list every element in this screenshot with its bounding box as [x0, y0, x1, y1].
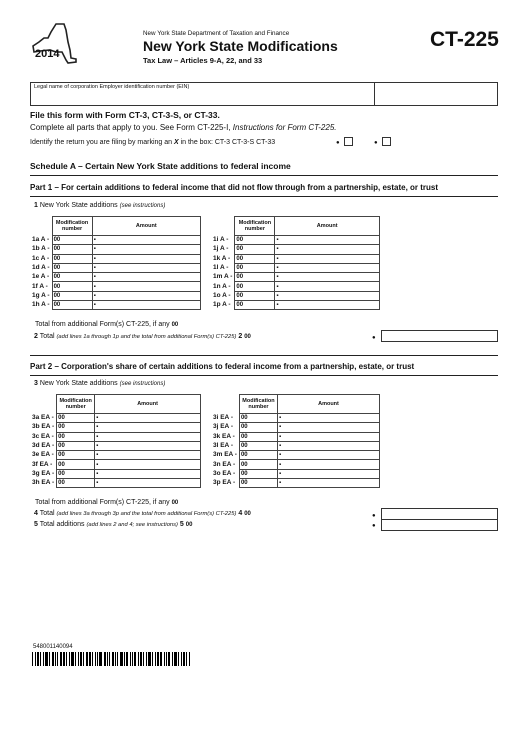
row-label: 1i A -	[213, 236, 229, 244]
table-row	[213, 263, 380, 272]
bullet-icon: ▪	[276, 255, 279, 262]
table-row	[32, 451, 201, 460]
line4-label	[34, 510, 251, 517]
bullet-icon: ▪	[96, 452, 99, 459]
form-title: New York State Modifications	[143, 38, 338, 54]
modification-number-field[interactable]	[52, 263, 92, 272]
cents-label: 00	[58, 452, 65, 459]
amount-field[interactable]	[275, 273, 380, 282]
row-label: 3c EA -	[32, 432, 54, 440]
bullet-icon: ▪	[278, 470, 282, 477]
modification-number-field[interactable]	[239, 460, 277, 469]
amount-field[interactable]	[275, 254, 380, 263]
amount-field[interactable]	[95, 469, 201, 478]
table-row	[213, 469, 380, 478]
table-row	[213, 460, 380, 469]
amount-field[interactable]	[95, 460, 201, 469]
bullet-icon: ▪	[93, 255, 96, 262]
modification-number-field[interactable]	[57, 423, 95, 432]
line1-hint: (see instructions)	[119, 203, 166, 209]
part2-right-table	[213, 394, 380, 488]
mod-number-header: Modification number	[57, 395, 95, 414]
table-row	[213, 414, 380, 423]
table-row	[32, 423, 201, 432]
legal-name-field[interactable]	[31, 91, 374, 105]
cents-label: 00	[53, 283, 61, 290]
table-row	[213, 301, 380, 310]
additional-total-text: Total from additional Form(s) CT-225, if any	[35, 499, 170, 506]
ein-field[interactable]	[375, 83, 497, 105]
amount-field[interactable]	[277, 469, 379, 478]
modification-number-field[interactable]	[239, 451, 277, 460]
cents-label: 00	[58, 461, 65, 468]
amount-field[interactable]	[95, 432, 201, 441]
row-label: 1o A -	[213, 291, 231, 299]
table-row	[213, 245, 380, 254]
modification-number-field[interactable]	[57, 469, 95, 478]
line5-amount-field[interactable]	[381, 519, 498, 531]
modification-number-field[interactable]	[57, 451, 95, 460]
modification-number-field[interactable]	[57, 460, 95, 469]
line3-text: New York State additions	[39, 380, 118, 387]
table-row	[213, 291, 380, 300]
amount-field[interactable]	[92, 301, 200, 310]
bullet-icon: ▪	[278, 452, 282, 459]
cents-label: 00	[240, 461, 248, 468]
modification-number-field[interactable]	[52, 254, 92, 263]
table-row	[213, 441, 380, 450]
table-row	[32, 282, 201, 291]
cents-label: 00	[53, 265, 61, 272]
row-label: 3m EA -	[213, 451, 237, 459]
row-label: 3e EA -	[32, 451, 54, 459]
modification-number-field[interactable]	[239, 479, 277, 488]
line4-cents: 00	[244, 511, 251, 517]
row-label: 3b EA -	[32, 423, 55, 431]
bullet-icon: ▪	[93, 292, 96, 299]
line1-text: New York State additions	[39, 202, 118, 209]
amount-field[interactable]	[92, 245, 200, 254]
barcode	[32, 652, 191, 666]
checkbox-ct3[interactable]	[344, 137, 353, 146]
file-with-instruction: File this form with Form CT-3, CT-3-S, or CT-33.	[30, 110, 220, 120]
line3-label	[34, 380, 165, 387]
amount-header: Amount	[275, 217, 380, 236]
checkbox-ct3s[interactable]	[382, 137, 391, 146]
modification-number-field[interactable]	[52, 273, 92, 282]
row-label: 3g EA -	[32, 469, 55, 477]
line4-hint: (add lines 3a through 3p and the total from additional Form(s) CT-225)	[56, 511, 237, 517]
bullet-icon: ▪	[93, 283, 96, 290]
table-row	[32, 291, 201, 300]
amount-field[interactable]	[92, 263, 200, 272]
amount-header: Amount	[277, 395, 379, 414]
row-label: 1k A -	[213, 254, 231, 262]
cents-label: 00	[53, 246, 61, 253]
part1-additional-total-label	[35, 321, 178, 328]
part1-right-table	[213, 216, 380, 310]
bullet-icon: ▪	[93, 265, 96, 272]
row-label: 1m A -	[213, 273, 233, 281]
divider	[30, 375, 498, 376]
mod-number-header: Modification number	[52, 217, 92, 236]
identify-x: X	[173, 139, 179, 146]
table-row	[32, 441, 201, 450]
identify-instruction	[30, 139, 275, 146]
bullet-icon: ▪	[278, 424, 282, 431]
amount-field[interactable]	[277, 423, 379, 432]
cents-label: 00	[240, 433, 248, 440]
bullet-icon: ▪	[96, 443, 99, 450]
modification-number-field[interactable]	[235, 273, 275, 282]
cents-label: 00	[236, 246, 244, 253]
additional-total-cents: 00	[171, 500, 179, 506]
row-label: 1j A -	[213, 245, 229, 253]
mod-number-header: Modification number	[235, 217, 275, 236]
row-label: 3h EA -	[32, 479, 55, 487]
cents-label: 00	[240, 424, 248, 431]
cents-label: 00	[236, 265, 244, 272]
line5-text: Total additions	[39, 521, 85, 528]
amount-field[interactable]	[92, 236, 200, 245]
legal-name-label: Legal name of corporation	[34, 84, 98, 90]
table-row	[213, 254, 380, 263]
bullet-icon: ▪	[93, 274, 96, 281]
bullet-icon: ▪	[276, 265, 279, 272]
table-row	[32, 469, 201, 478]
modification-number-field[interactable]	[235, 254, 275, 263]
table-row	[32, 479, 201, 488]
row-label: 3f EA -	[32, 460, 53, 468]
tax-year: 2014	[35, 48, 60, 60]
cents-label: 00	[53, 302, 61, 309]
line5-label	[34, 521, 192, 528]
modification-number-field[interactable]	[239, 414, 277, 423]
row-label: 1c A -	[32, 254, 50, 262]
cents-label: 00	[58, 470, 65, 477]
bullet-icon: ●	[372, 513, 376, 519]
cents-label: 00	[240, 470, 248, 477]
amount-field[interactable]	[95, 451, 201, 460]
bullet-icon: ▪	[93, 237, 96, 244]
amount-field[interactable]	[275, 301, 380, 310]
table-row	[32, 263, 201, 272]
option-ct3-label: CT-3	[214, 139, 231, 146]
row-label: 3j EA -	[213, 423, 233, 431]
amount-field[interactable]	[277, 479, 379, 488]
modification-number-field[interactable]	[235, 263, 275, 272]
option-ct33-label: CT-33	[256, 139, 276, 146]
modification-number-field[interactable]	[57, 441, 95, 450]
amount-field[interactable]	[95, 479, 201, 488]
modification-number-field[interactable]	[239, 432, 277, 441]
cents-label: 00	[58, 415, 65, 422]
cents-label: 00	[53, 255, 61, 262]
amount-field[interactable]	[277, 432, 379, 441]
modification-number-field[interactable]	[239, 423, 277, 432]
part1-left-table	[32, 216, 201, 310]
line4-ref: 4	[238, 510, 243, 517]
modification-number-field[interactable]	[52, 245, 92, 254]
table-row	[213, 273, 380, 282]
bullet-icon: ▪	[278, 461, 282, 468]
row-label: 1d A -	[32, 264, 50, 272]
divider	[30, 175, 498, 176]
table-row	[32, 432, 201, 441]
part2-left-table	[32, 394, 201, 488]
cents-label: 00	[58, 424, 65, 431]
additional-total-text: Total from additional Form(s) CT-225, if any	[35, 321, 170, 328]
bullet-icon: ▪	[96, 433, 99, 440]
amount-field[interactable]	[275, 236, 380, 245]
cents-label: 00	[236, 237, 244, 244]
row-label: 3a EA -	[32, 414, 54, 422]
modification-number-field[interactable]	[235, 301, 275, 310]
identify-text: Identify the return you are filing by marking an	[30, 139, 174, 146]
divider	[30, 355, 498, 356]
part2-additional-total-label	[35, 499, 178, 506]
amount-field[interactable]	[277, 414, 379, 423]
cents-label: 00	[236, 283, 244, 290]
row-label: 3l EA -	[213, 442, 233, 450]
option-ct3s-label: CT-3-S	[231, 139, 255, 146]
cents-label: 00	[236, 274, 244, 281]
barcode-number: 548001140094	[33, 644, 73, 650]
line2-text: Total	[39, 333, 55, 340]
line2-ref: 2	[238, 333, 243, 340]
amount-field[interactable]	[95, 414, 201, 423]
bullet-icon: ●	[372, 335, 376, 341]
line4-text: Total	[39, 510, 55, 517]
amount-header: Amount	[92, 217, 200, 236]
cents-label: 00	[236, 292, 244, 299]
modification-number-field[interactable]	[57, 414, 95, 423]
bullet-icon: ▪	[276, 246, 279, 253]
table-row	[213, 282, 380, 291]
row-label: 1a A -	[32, 236, 50, 244]
row-label: 1f A -	[32, 282, 48, 290]
bullet-icon: ▪	[278, 443, 282, 450]
amount-field[interactable]	[277, 460, 379, 469]
modification-number-field[interactable]	[57, 432, 95, 441]
line3-hint: (see instructions)	[119, 381, 166, 387]
bullet-icon: ▪	[276, 292, 279, 299]
line3-number: 3	[34, 380, 38, 387]
bullet-icon: ▪	[93, 246, 96, 253]
bullet-icon: ▪	[276, 302, 279, 309]
cents-label: 00	[53, 292, 61, 299]
modification-number-field[interactable]	[235, 245, 275, 254]
table-row	[32, 245, 201, 254]
bullet-icon: ▪	[276, 237, 279, 244]
line2-hint: (add lines 1a through 1p and the total from additional Form(s) CT-225)	[56, 334, 237, 340]
schedule-a-title: Schedule A – Certain New York State additions to federal income	[30, 161, 291, 171]
amount-field[interactable]	[277, 441, 379, 450]
line5-number: 5	[34, 521, 38, 528]
table-row	[32, 236, 201, 245]
bullet-icon: ▪	[96, 480, 99, 487]
bullet-icon: ▪	[93, 302, 96, 309]
line2-number: 2	[34, 333, 38, 340]
line5-hint: (add lines 2 and 4; see instructions)	[86, 522, 178, 528]
bullet-icon: ▪	[96, 461, 99, 468]
modification-number-field[interactable]	[52, 301, 92, 310]
cents-label: 00	[236, 302, 244, 309]
cents-label: 00	[58, 480, 65, 487]
amount-header: Amount	[95, 395, 201, 414]
row-label: 1h A -	[32, 301, 50, 309]
part2-title: Part 2 – Corporation's share of certain additions to federal income from a partnership, estate, or trust	[30, 362, 415, 371]
bullet-icon: ▪	[276, 274, 279, 281]
amount-field[interactable]	[92, 273, 200, 282]
bullet-icon: ▪	[278, 433, 282, 440]
table-row	[213, 432, 380, 441]
amount-field[interactable]	[92, 254, 200, 263]
row-label: 1g A -	[32, 291, 50, 299]
row-label: 1b A -	[32, 245, 50, 253]
amount-field[interactable]	[275, 291, 380, 300]
table-row	[213, 451, 380, 460]
cents-label: 00	[53, 274, 61, 281]
additional-total-cents: 00	[171, 322, 179, 328]
cents-label: 00	[240, 443, 248, 450]
amount-field[interactable]	[275, 263, 380, 272]
line2-label	[34, 333, 251, 340]
table-row	[32, 301, 201, 310]
table-row	[32, 414, 201, 423]
form-subtitle: Tax Law – Articles 9-A, 22, and 33	[143, 56, 263, 65]
cents-label: 00	[58, 433, 65, 440]
divider	[30, 196, 498, 197]
line2-cents: 00	[244, 334, 251, 340]
row-label: 1p A -	[213, 301, 231, 309]
amount-field[interactable]	[277, 451, 379, 460]
table-row	[32, 254, 201, 263]
cents-label: 00	[53, 237, 61, 244]
bullet-icon: ●	[336, 140, 340, 146]
bullet-icon: ▪	[278, 480, 282, 487]
bullet-icon: ●	[372, 523, 376, 529]
ein-label: Employer identification number (EIN)	[99, 84, 190, 90]
row-label: 3d EA -	[32, 442, 55, 450]
modification-number-field[interactable]	[239, 469, 277, 478]
part1-title: Part 1 – For certain additions to federal income that did not flow through from a partnership, estate, or trust	[30, 183, 439, 192]
table-row	[32, 460, 201, 469]
modification-number-field[interactable]	[52, 291, 92, 300]
row-label: 3o EA -	[213, 469, 236, 477]
complete-text: Complete all parts that apply to you. See Form CT-225-I,	[30, 123, 233, 132]
line1-label	[34, 202, 165, 209]
cents-label: 00	[236, 255, 244, 262]
row-label: 1e A -	[32, 273, 50, 281]
bullet-icon: ▪	[96, 424, 99, 431]
amount-field[interactable]	[92, 291, 200, 300]
bullet-icon: ▪	[276, 283, 279, 290]
line1-number: 1	[34, 202, 38, 209]
modification-number-field[interactable]	[235, 282, 275, 291]
name-label	[34, 84, 189, 90]
cents-label: 00	[240, 415, 248, 422]
mod-number-header: Modification number	[239, 395, 277, 414]
modification-number-field[interactable]	[57, 479, 95, 488]
line2-amount-field[interactable]	[381, 330, 498, 342]
line5-ref: 5	[179, 521, 184, 528]
amount-field[interactable]	[92, 282, 200, 291]
line4-number: 4	[34, 510, 38, 517]
modification-number-field[interactable]	[235, 236, 275, 245]
line5-cents: 00	[185, 522, 193, 528]
amount-field[interactable]	[95, 423, 201, 432]
form-number: CT-225	[430, 28, 499, 51]
cents-label: 00	[58, 443, 65, 450]
modification-number-field[interactable]	[239, 441, 277, 450]
instructions-title: Instructions for Form CT-225.	[232, 123, 337, 132]
amount-field[interactable]	[275, 282, 380, 291]
row-label: 1n A -	[213, 282, 231, 290]
bullet-icon: ●	[374, 140, 378, 146]
amount-field[interactable]	[275, 245, 380, 254]
identify-suffix: in the box:	[178, 139, 213, 146]
row-label: 3k EA -	[213, 432, 235, 440]
row-label: 1l A -	[213, 264, 229, 272]
complete-instruction	[30, 123, 337, 132]
row-label: 3p EA -	[213, 479, 236, 487]
department-name: New York State Department of Taxation and Finance	[143, 30, 290, 37]
amount-field[interactable]	[95, 441, 201, 450]
modification-number-field[interactable]	[235, 291, 275, 300]
table-row	[213, 423, 380, 432]
table-row	[213, 236, 380, 245]
bullet-icon: ▪	[96, 415, 99, 422]
table-row	[213, 479, 380, 488]
cents-label: 00	[240, 480, 248, 487]
row-label: 3n EA -	[213, 460, 236, 468]
bullet-icon: ▪	[96, 470, 99, 477]
modification-number-field[interactable]	[52, 236, 92, 245]
cents-label: 00	[240, 452, 248, 459]
bullet-icon: ▪	[278, 415, 282, 422]
row-label: 3i EA -	[213, 414, 233, 422]
modification-number-field[interactable]	[52, 282, 92, 291]
table-row	[32, 273, 201, 282]
